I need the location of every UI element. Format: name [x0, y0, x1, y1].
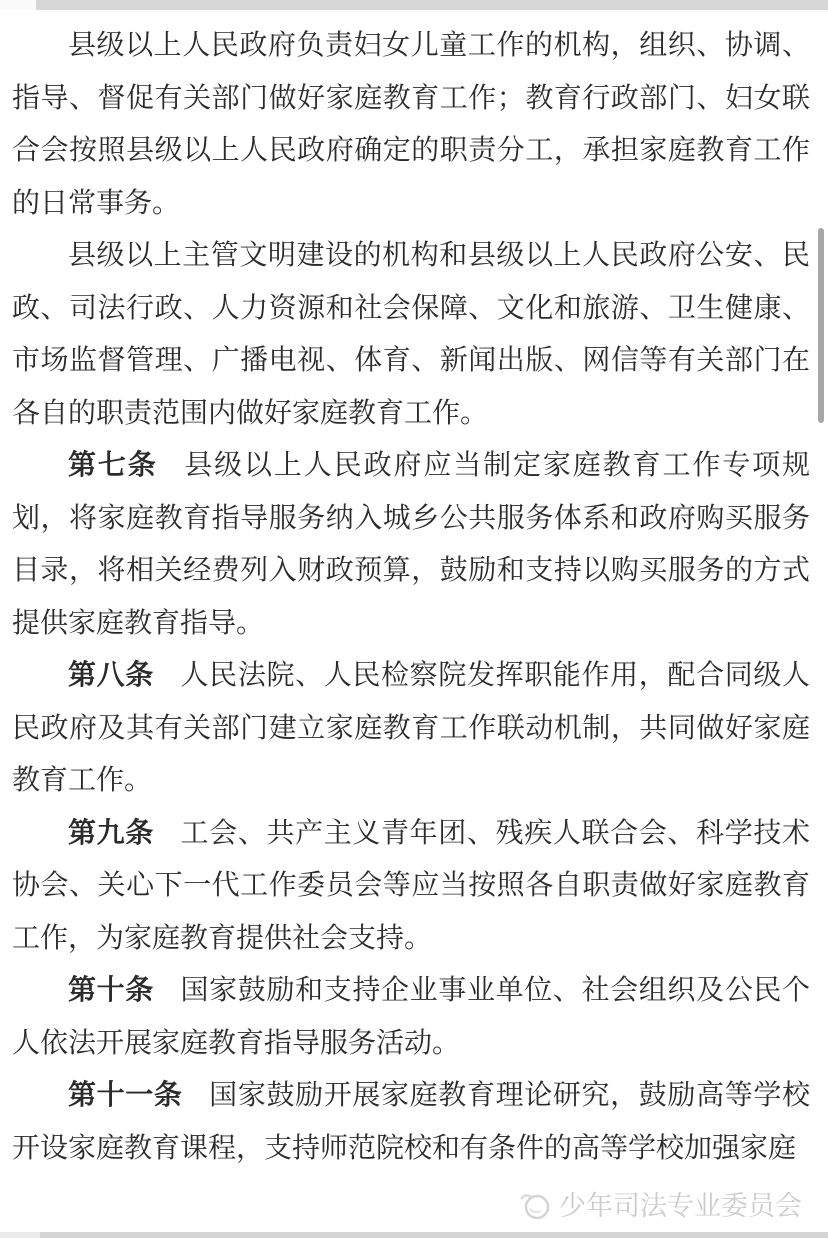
scrollbar-thumb[interactable]	[818, 228, 824, 423]
watermark-text: 少年司法专业委员会	[559, 1191, 802, 1221]
paragraph-text: 人民法院、人民检察院发挥职能作用，配合同级人民政府及其有关部门建立家庭教育工作联动机制，共同做好家庭教育工作。	[12, 660, 810, 796]
paragraph	[12, 650, 810, 808]
paragraph	[12, 230, 810, 440]
article-number: 第九条	[68, 817, 154, 849]
viewer-bottom-strip-notch	[0, 1232, 40, 1238]
paragraph-text: 县级以上人民政府负责妇女儿童工作的机构，组织、协调、指导、督促有关部门做好家庭教育工作；教育行政部门、妇女联合会按照县级以上人民政府确定的职责分工，承担家庭教育工作的日常事务。	[12, 30, 810, 219]
document-page	[12, 20, 810, 1175]
paragraph-text: 县级以上主管文明建设的机构和县级以上人民政府公安、民政、司法行政、人力资源和社会保障、文化和旅游、卫生健康、市场监督管理、广播电视、体育、新闻出版、网信等有关部门在各自的职责范围内做好家庭教育工作。	[12, 240, 810, 429]
paragraph-text: 国家鼓励和支持企业事业单位、社会组织及公民个人依法开展家庭教育指导服务活动。	[12, 975, 810, 1059]
paragraph-text: 县级以上人民政府应当制定家庭教育工作专项规划，将家庭教育指导服务纳入城乡公共服务体系和政府购买服务目录，将相关经费列入财政预算，鼓励和支持以购买服务的方式提供家庭教育指导。	[12, 450, 810, 639]
article-number: 第十一条	[68, 1080, 183, 1111]
paragraph	[12, 965, 810, 1070]
paragraph-text: 工会、共产主义青年团、残疾人联合会、科学技术协会、关心下一代工作委员会等应当按照各自职责做好家庭教育工作，为家庭教育提供社会支持。	[12, 817, 810, 954]
viewer-bottom-strip	[0, 1232, 828, 1238]
paragraph-text: 国家鼓励开展家庭教育理论研究，鼓励高等学校开设家庭教育课程，支持师范院校和有条件的高等学校加强家庭	[12, 1080, 810, 1164]
article-number: 第八条	[68, 660, 154, 691]
paragraph	[12, 440, 810, 650]
viewer-top-strip-notch	[0, 0, 36, 10]
watermark	[517, 1191, 802, 1221]
paragraph	[12, 808, 810, 966]
article-number: 第七条	[68, 450, 158, 481]
article-number: 第十条	[68, 975, 154, 1006]
document-body	[12, 20, 810, 1175]
viewer-top-strip	[0, 0, 828, 10]
committee-logo-icon	[517, 1191, 553, 1221]
paragraph	[12, 1070, 810, 1175]
paragraph	[12, 20, 810, 230]
